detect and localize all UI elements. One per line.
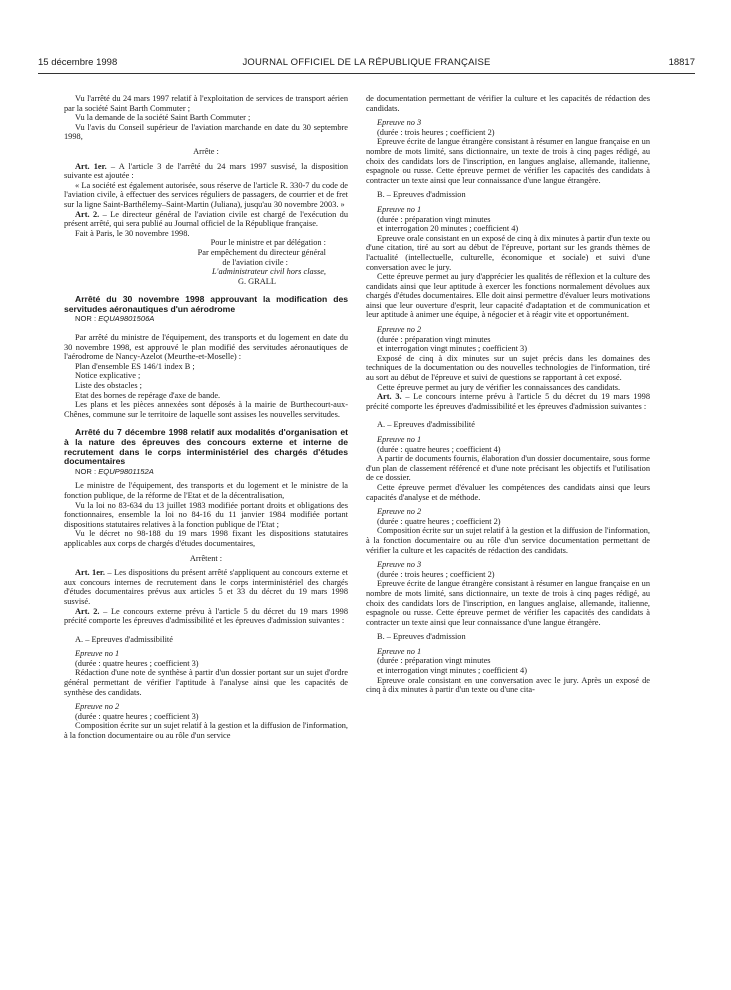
journal-title: JOURNAL OFFICIEL DE LA RÉPUBLIQUE FRANÇAISE <box>242 57 491 68</box>
fait-line: Fait à Paris, le 30 novembre 1998. <box>75 228 190 238</box>
page-number: 18817 <box>668 57 695 68</box>
paragraph: Vu la loi no 83-634 du 13 juillet 1983 modifiée portant droits et obligations des fonctionnaires, ensemble la loi no 84-16 du 11 janvier 1984 modifiée portant dispositions statutaires relatives à la fonction publique de l'Etat ; <box>64 500 348 529</box>
signature-line: de l'aviation civile : <box>222 257 288 267</box>
page-header <box>38 57 695 71</box>
article-label: Art. 3. <box>377 392 402 402</box>
epreuve-duration: (durée : préparation vingt minutes <box>377 334 491 344</box>
article-text: – Le concours externe prévu à l'article 5 du décret du 19 mars 1998 précité comporte les épreuves d'admissibilité et les épreuves d'admission suivantes : <box>64 606 349 626</box>
list-item: Plan d'ensemble ES 146/1 index B ; <box>75 361 195 371</box>
paragraph: Par arrêté du ministre de l'équipement, des transports et du logement en date du 30 novembre 1998, est approuvé le plan modifié des servitudes aéronautiques de l'aérodrome de Nancy-Azelot (Meurthe-et-Moselle) : <box>64 333 348 362</box>
paragraph: Composition écrite sur un sujet relatif à la gestion et la diffusion de l'information, à la fonction documentaire ou au rôle d'un service <box>64 721 348 741</box>
article-2 <box>64 607 348 626</box>
article-3 <box>366 392 650 411</box>
nor-line <box>64 314 348 324</box>
list-item: Etat des bornes de repérage d'axe de bande. <box>75 390 221 400</box>
header-rule <box>38 73 695 74</box>
article-text: – A l'article 3 de l'arrêté du 24 mars 1997 susvisé, la disposition suivante est ajoutée : <box>64 161 348 181</box>
signature-line: Par empêchement du directeur général <box>197 247 326 257</box>
epreuve-duration: et interrogation 20 minutes ; coefficient 4) <box>377 224 519 234</box>
paragraph: Vu la demande de la société Saint Barth Commuter ; <box>75 113 251 123</box>
paragraph: Epreuve écrite de langue étrangère consistant à résumer en langue française en un nombre de mots limité, sans dictionnaire, un texte de trois à cinq pages rédigé, au choix des candidats lors de l'inscription, en langues anglaise, allemande, italienne, espagnole ou russe. Cette épreuve permet de vérifier les capacités des candidats à contracter un texte ainsi que leur connaissance d'une langue étrangère. <box>366 137 650 185</box>
epreuve-duration: et interrogation vingt minutes ; coefficient 3) <box>377 344 527 354</box>
epreuve-duration: (durée : quatre heures ; coefficient 3) <box>75 711 199 721</box>
paragraph: Les plans et les pièces annexées sont déposés à la mairie de Burthecourt-aux-Chênes, commune sur le territoire de laquelle sont assises les nouvelles servitudes. <box>64 400 348 419</box>
paragraph: Le ministre de l'équipement, des transports et du logement et le ministre de la fonction publique, de la réforme de l'Etat et de la décentralisation, <box>64 481 348 500</box>
epreuve-duration: (durée : quatre heures ; coefficient 3) <box>75 658 199 668</box>
epreuve-heading: Epreuve no 1 <box>75 649 120 659</box>
paragraph: Cette épreuve permet au jury d'apprécier les qualités de réflexion et la culture des candidats ainsi que leur aptitude à exercer les fonctions normalement dévolues aux chargés d'études documentaires. Elle doit ainsi permettre d'évaluer leurs motivations ainsi que leur ouverture d'esprit, leur capacité d'adaptation et de communication et leur aptitude à animer une équipe, à négocier et à réagir vite et opportunément. <box>366 272 650 320</box>
article-2 <box>64 210 348 229</box>
right-column <box>366 94 650 695</box>
paragraph: Composition écrite sur un sujet relatif à la gestion et la diffusion de l'information, à la fonction documentaire ou au rôle d'un service documentation permettant de vérifier la culture et les capacités de rédaction des candidats. <box>366 526 650 555</box>
epreuve-heading: Epreuve no 1 <box>377 204 422 214</box>
epreuve-duration: (durée : trois heures ; coefficient 2) <box>377 569 495 579</box>
list-item: Liste des obstacles ; <box>75 381 142 391</box>
paragraph: Epreuve écrite de langue étrangère consistant à résumer en langue française en un nombre de mots limité, sans dictionnaire, un texte de trois à cinq pages rédigé, au choix des candidats lors de l'inscription, en langues anglaise, allemande, italienne, espagnole ou russe. Cette épreuve permet de vérifier les capacités des candidats à contracter un texte ainsi que leur connaissance d'une langue étrangère. <box>366 579 650 627</box>
epreuve-duration: (durée : préparation vingt minutes <box>377 656 491 666</box>
arretent-heading: Arrêtent : <box>189 553 223 563</box>
nor-label: NOR : <box>75 466 99 476</box>
article-label: Art. 1er. <box>75 161 107 171</box>
nor-code: EQUP9801152A <box>98 466 154 476</box>
epreuve-duration: (durée : quatre heures ; coefficient 2) <box>377 516 501 526</box>
signatory: G. GRALL <box>237 276 276 286</box>
section-heading: A. – Epreuves d'admissibilité <box>377 420 475 430</box>
paragraph: Vu le décret no 98-188 du 19 mars 1998 fixant les dispositions statutaires applicables aux corps de chargés d'études documentaires, <box>64 529 348 548</box>
arrete-heading: Arrête : <box>193 146 219 156</box>
article-1 <box>64 568 348 606</box>
epreuve-heading: Epreuve no 1 <box>377 435 422 444</box>
paragraph: Exposé de cinq à dix minutes sur un sujet précis dans les domaines des techniques de la documentation ou des nouvelles technologies de l'information, tiré au sort au début de l'épreuve et suivi de questions se rapportant à cet exposé. <box>366 353 650 383</box>
paragraph: Vu l'arrêté du 24 mars 1997 relatif à l'exploitation de services de transport aérien par la société Saint Barth Commuter ; <box>64 94 348 113</box>
epreuve-heading: Epreuve no 3 <box>377 118 422 128</box>
epreuve-heading: Epreuve no 2 <box>377 507 422 517</box>
section-heading: B. – Epreuves d'admission <box>377 632 466 642</box>
article-text: – Le concours interne prévu à l'article 5 du décret du 19 mars 1998 précité comporte les épreuves d'admissibilité et les épreuves d'admission suivantes : <box>366 392 650 411</box>
article-1 <box>64 162 348 181</box>
article-text: – Le directeur général de l'aviation civile est chargé de l'exécution du présent arrêté, qui sera publié au Journal officiel de la République française. <box>64 209 349 229</box>
epreuve-heading: Epreuve no 3 <box>377 560 422 570</box>
epreuve-heading: Epreuve no 2 <box>377 325 422 335</box>
article-label: Art. 1er. <box>75 568 105 578</box>
epreuve-duration: (durée : trois heures ; coefficient 2) <box>377 127 495 137</box>
article-label: Art. 2. <box>75 209 100 219</box>
paragraph: Epreuve orale consistant en un exposé de cinq à dix minutes à partir d'un texte ou d'une citation, tiré au sort au début de l'épreuve, portant sur les grands thèmes de l'actualité (intellectuelle, culturelle, économique et sociale) et suivi d'une conversation avec le jury. <box>366 233 650 272</box>
epreuve-heading: Epreuve no 2 <box>75 702 120 712</box>
article-text: – Les dispositions du présent arrêté s'appliquent au concours externe et aux concours internes de recrutement dans le corps interministériel des chargés d'études documentaires prévus aux articles 5 et 33 du décret du 19 mars 1998 susvisé. <box>64 568 349 606</box>
article-quote: « La société est également autorisée, sous réserve de l'article R. 330-7 du code de l'aviation civile, à effectuer des services réguliers de passagers, de courrier et de fret sur la ligne Saint-Barthélemy–Saint-Martin (Juliana), jusqu'au 30 novembre 2003. » <box>64 180 348 209</box>
signature-line: L'administrateur civil hors classe, <box>212 267 326 277</box>
paragraph: A partir de documents fournis, élaboration d'un dossier documentaire, sous forme d'un plan de classement référencé et d'une note précisant les objectifs et l'utilisation de ce dossier. <box>366 454 650 483</box>
decree-title: Arrêté du 30 novembre 1998 approuvant la modification des servitudes aéronautiques d'un aérodrome <box>64 294 348 314</box>
paragraph: de documentation permettant de vérifier la culture et les capacités de rédaction des candidats. <box>366 94 650 113</box>
article-label: Art. 2. <box>75 606 100 616</box>
epreuve-duration: et interrogation vingt minutes ; coefficient 4) <box>377 666 527 676</box>
paragraph: Cette épreuve permet au jury de vérifier les connaissances des candidats. <box>377 382 621 392</box>
decree-title: Arrêté du 7 décembre 1998 relatif aux modalités d'organisation et à la nature des épreuves des concours externe et interne de recrutement dans le corps interministériel des chargés d'études documentaires <box>64 427 348 467</box>
list-item: Notice explicative ; <box>75 371 141 381</box>
nor-label: NOR : <box>75 314 99 324</box>
nor-code: EQUA9801506A <box>98 314 155 324</box>
section-heading: B. – Epreuves d'admission <box>377 190 466 200</box>
paragraph: Vu l'avis du Conseil supérieur de l'aviation marchande en date du 30 septembre 1998, <box>64 122 348 142</box>
paragraph: Cette épreuve permet d'évaluer les compétences des candidats ainsi que leurs capacités d'analyse et de méthode. <box>366 482 650 502</box>
section-heading: A. – Epreuves d'admissibilité <box>75 634 173 644</box>
left-column <box>64 94 348 741</box>
epreuve-duration: (durée : préparation vingt minutes <box>377 214 491 224</box>
issue-date: 15 décembre 1998 <box>38 57 118 68</box>
paragraph: Rédaction d'une note de synthèse à partir d'un dossier portant sur un sujet d'ordre général permettant de vérifier l'aptitude à l'analyse ainsi que les capacités de synthèse des candidats. <box>64 668 348 697</box>
epreuve-duration: (durée : quatre heures ; coefficient 4) <box>377 444 501 454</box>
nor-line <box>64 467 348 477</box>
paragraph: Epreuve orale consistant en une conversation avec le jury. Après un exposé de cinq à dix minutes à partir d'un texte ou d'une cita- <box>366 675 650 695</box>
epreuve-heading: Epreuve no 1 <box>377 646 422 656</box>
signature-line: Pour le ministre et par délégation : <box>210 238 326 248</box>
